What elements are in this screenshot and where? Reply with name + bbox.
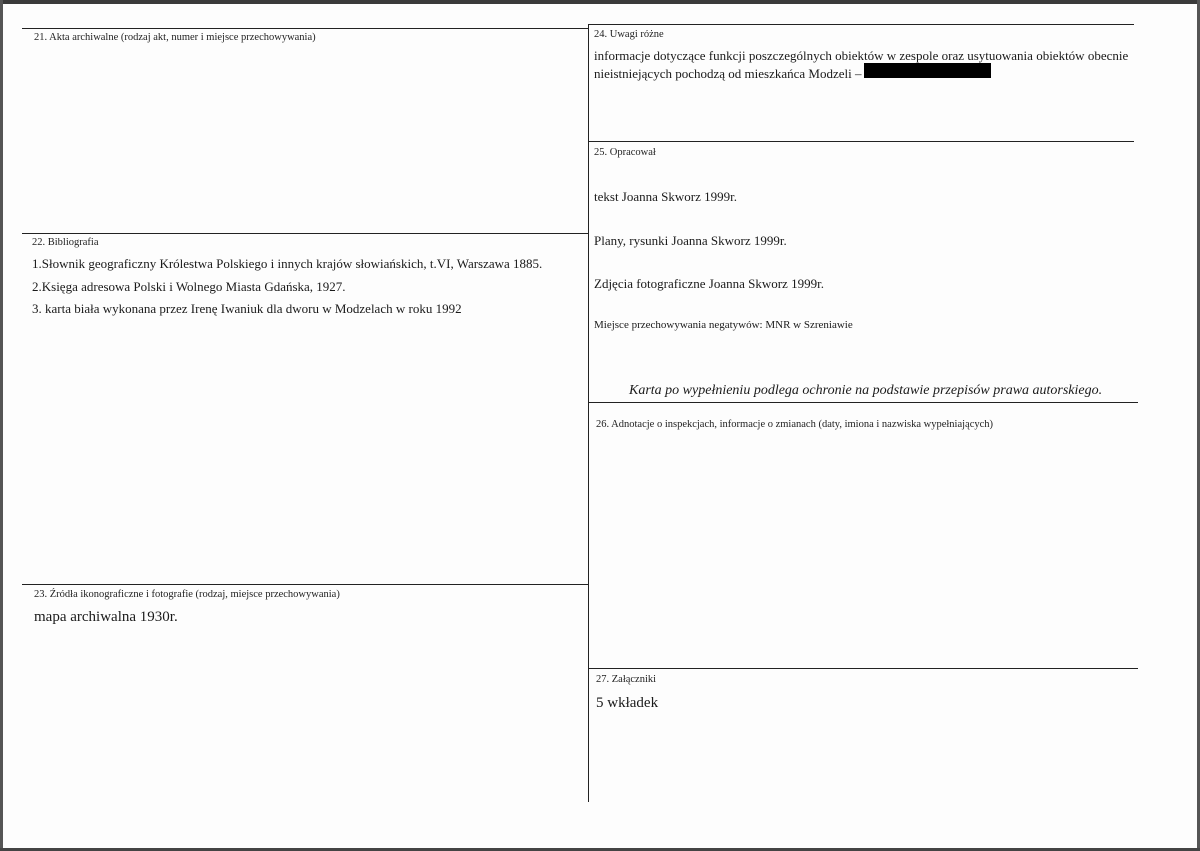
section-24-label: 24. Uwagi różne bbox=[594, 29, 664, 40]
section-26-label: 26. Adnotacje o inspekcjach, informacje o zmianach (daty, imiona i nazwiska wypełniających) bbox=[596, 419, 994, 430]
remarks-line-2: nieistniejących pochodzą od mieszkańca Modzeli – bbox=[594, 66, 862, 81]
divider-22-top bbox=[22, 233, 588, 234]
author-text: tekst Joanna Skworz 1999r. bbox=[594, 189, 737, 204]
author-photos: Zdjęcia fotograficzne Joanna Skworz 1999r. bbox=[594, 276, 824, 291]
remarks-line-1: informacje dotyczące funkcji poszczególnych obiektów w zespole oraz usytuowania obiektów obecnie bbox=[594, 48, 1129, 63]
section-23-label: 23. Źródła ikonograficzne i fotografie (rodzaj, miejsce przechowywania) bbox=[34, 589, 340, 600]
divider-23-top bbox=[22, 584, 588, 585]
divider-26-top bbox=[588, 402, 1138, 403]
iconographic-sources-value: mapa archiwalna 1930r. bbox=[34, 609, 178, 625]
copyright-notice: Karta po wypełnieniu podlega ochronie na podstawie przepisów prawa autorskiego. bbox=[629, 383, 1103, 398]
divider-25-top bbox=[588, 141, 1134, 142]
bibliography-item: 2.Księga adresowa Polski i Wolnego Miasta Gdańska, 1927. bbox=[32, 279, 346, 294]
bibliography-item: 1.Słownik geograficzny Królestwa Polskiego i innych krajów słowiańskich, t.VI, Warszawa 1885. bbox=[32, 256, 543, 271]
author-plans: Plany, rysunki Joanna Skworz 1999r. bbox=[594, 233, 787, 248]
redaction-bar bbox=[864, 63, 991, 78]
section-27-label: 27. Załączniki bbox=[596, 674, 657, 685]
scan-edge-left bbox=[0, 0, 3, 851]
divider-27-top bbox=[588, 668, 1138, 669]
section-21-label: 21. Akta archiwalne (rodzaj akt, numer i miejsce przechowywania) bbox=[34, 32, 316, 43]
section-25-label: 25. Opracował bbox=[594, 147, 656, 158]
bibliography-item: 3. karta biała wykonana przez Irenę Iwaniuk dla dworu w Modzelach w roku 1992 bbox=[32, 301, 462, 316]
divider-24-top bbox=[588, 24, 1134, 25]
scan-edge-top bbox=[0, 0, 1200, 4]
negatives-location: Miejsce przechowywania negatywów: MNR w Szreniawie bbox=[594, 319, 853, 331]
section-22-label: 22. Bibliografia bbox=[32, 237, 99, 248]
divider-21-top bbox=[22, 28, 588, 29]
attachments-value: 5 wkładek bbox=[596, 695, 659, 711]
